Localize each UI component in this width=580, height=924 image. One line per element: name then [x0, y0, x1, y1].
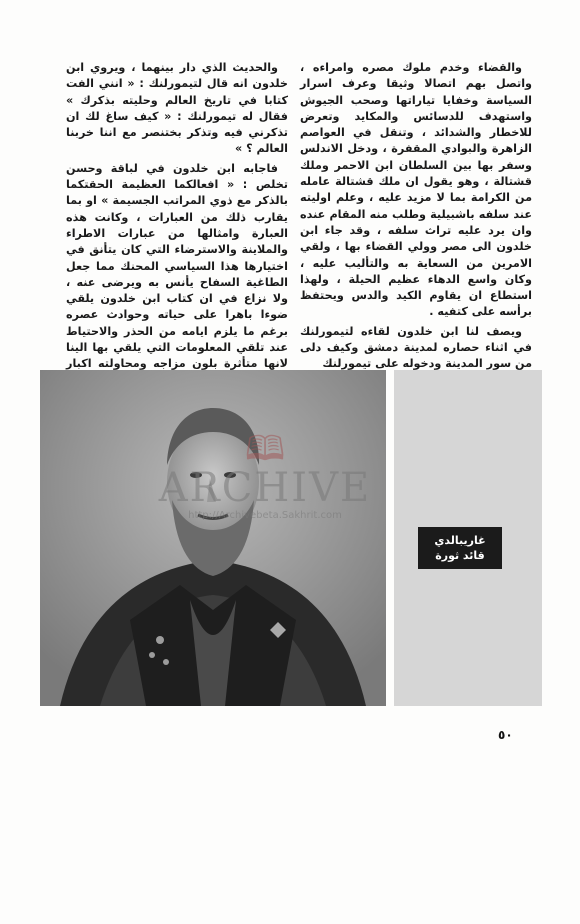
portrait-photo	[40, 370, 386, 706]
watermark-title: ARCHIVE	[158, 465, 372, 511]
watermark-logo	[140, 429, 386, 522]
article-column-left	[66, 60, 288, 392]
portrait-illustration	[40, 370, 386, 706]
book-icon: 🕮	[244, 429, 286, 469]
paragraph: والحديث الذي دار بينهما ، ويروي ابن خلدون انه قال لتيمورلنك : « انني الفت كتابا في تاريخ العالم وحليته بذكرك » فقال له تيمورلنك : « كيف ساغ لك ان تذكرني فيه وتذكر بختنصر مع اننا خربنا العالم ؟ »	[66, 61, 288, 156]
paragraph: فاجابه ابن خلدون في لباقة وحسن تخلص : « افعالكما العظيمة الحقتكما بالذكر مع ذوي المراتب الجسيمة » او بما يقارب ذلك من العبارات ، وكانت هذه العبارة وامثالها من عبارات الاطراء والملاينة والاسترضاء التي كان يتأنق في اختيارها هذا السياسي المحنك مما جعل الطاغية السفاح يأنس به ويرضى عنه ، ولا نزاع في ان كتاب ابن خلدون يلقي ضوءا باهرا على حياته وحوادث عصره برغم ما يلزم ايامه من الحذر والاحتياط عند تلقي المعلومات التي يلقي بها الينا لانها متأثرة بلون مزاجه ومحاولته اكبار	[66, 161, 288, 371]
watermark-url: http://Archivebeta.Sakhrit.com	[188, 510, 342, 521]
paragraph: ويصف لنا ابن خلدون لقاءه لتيمورلنك في اثناء حصاره لمدينة دمشق وكيف دلى من سور المدينة ودخوله على تيمورلنك	[300, 324, 532, 371]
paragraph: والقضاء وخدم ملوك مصره وامراءه ، واتصل بهم اتصالا وثيقا وعرف اسرار السياسة وخفايا تياراتها وصحب الجيوش واستهدف للدسائس والمكايد وتعرض للاخطار والشدائد ، وتنقل في العواصم الزاهرة والبوادي المقفرة ، ودخل الاندلس وسفر بها بين السلطان ابن الاحمر وملك قشتالة ، وهو يقول ان ملك قشتالة عامله من الكرامة بما لا مزيد عليه ، وعلم اوليته عند سلفه باشبيلية وطلب منه المقام عنده وان يرد عليه تراث سلفه ، وقد جاء ابن خلدون الى مصر وولي القضاء بها ، ولقي الامرين من السعاية به والتأليب عليه ، وكان واسع الدهاء عظيم الحيلة ، ولهذا استطاع ان يقاوم الكيد والدس ويحتفظ برأسه على كتفيه .	[300, 61, 532, 319]
page-number: ٥٠	[498, 728, 513, 742]
article-column-right	[300, 60, 532, 376]
photo-caption: غاريبالدي قائد ثورة	[418, 527, 502, 569]
